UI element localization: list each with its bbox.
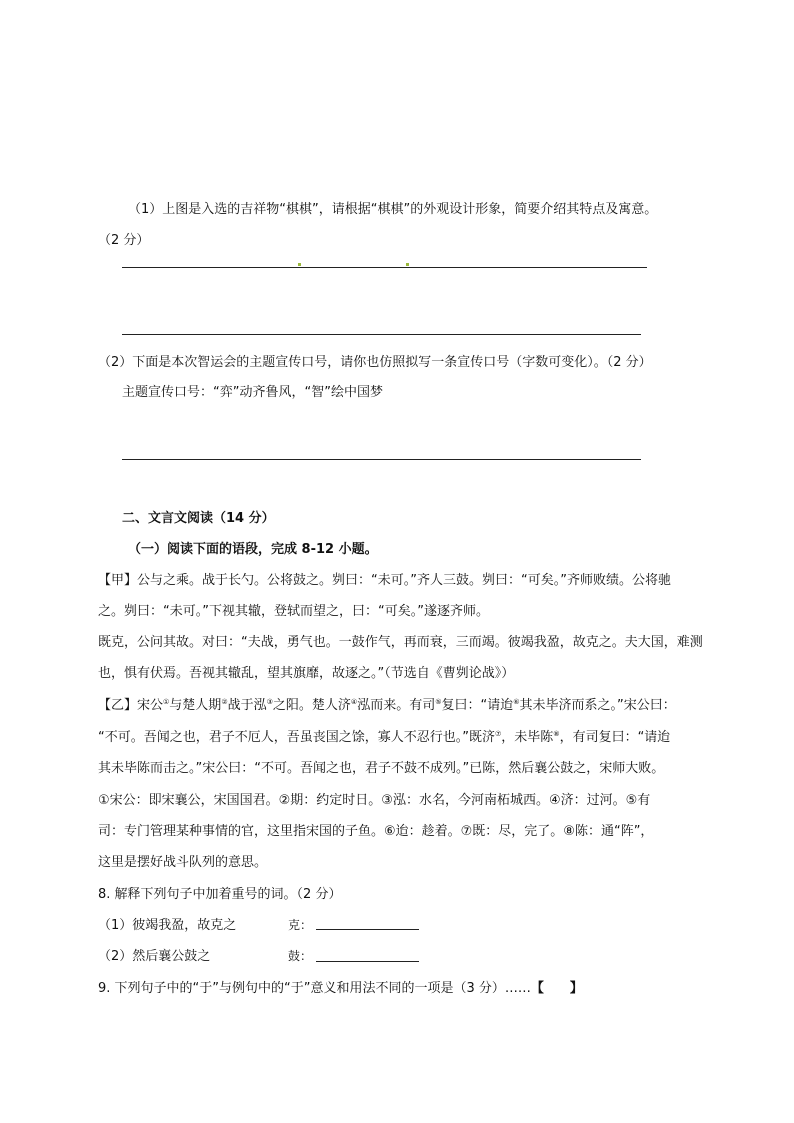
- q7-sub2: （2）下面是本次智运会的主题宣传口号，请你也仿照拟写一条宣传口号（字数可变化）。（2 分）: [98, 355, 652, 370]
- q8-item-1: （1）彼竭我盈，故克之: [98, 918, 237, 933]
- passage-jia-line: 之。刿曰：“未可。”下视其辙，登轼而望之，曰：“可矣。”遂逐齐师。: [98, 604, 489, 619]
- slogan-example: 主题宣传口号：“弈”动齐鲁风，“智”绘中国梦: [122, 385, 383, 400]
- decor-dot: [298, 263, 301, 266]
- passage-jia-line: 既克，公问其故。对曰：“夫战，勇气也。一鼓作气，再而衰，三而竭。彼竭我盈，故克之。夫大国，难测: [98, 635, 703, 650]
- answer-bracket[interactable]: 【 】: [530, 981, 583, 996]
- q8-answer-blank-2[interactable]: [316, 961, 419, 962]
- section-title: 二、文言文阅读（14 分）: [122, 511, 275, 526]
- passage-jia-line: 【甲】公与之乘。战于长勺。公将鼓之。刿曰：“未可。”齐人三鼓。刿曰：“可矣。”齐师败绩。公将驰: [98, 573, 671, 588]
- section-subtitle: （一）阅读下面的语段，完成 8-12 小题。: [128, 542, 378, 557]
- decor-dot: [406, 263, 409, 266]
- q8-title: 8. 解释下列句子中加着重号的词。（2 分）: [98, 887, 342, 902]
- passage-jia-line: 也，惧有伏焉。吾视其辙乱，望其旗靡，故逐之。”（节选自《曹刿论战》）: [98, 666, 515, 681]
- passage-yi-line: “不可。吾闻之也，君子不厄人，吾虽丧国之馀，寡人不忍行也。”既济⑦，未毕陈⑧，有司复曰：“请迨: [98, 730, 671, 745]
- q8-item-2-key: 鼓：: [288, 949, 313, 963]
- footnote-line: ①宋公：即宋襄公，宋国国君。②期：约定时日。③泓：水名，今河南柘城西。④济：过河。⑤有: [98, 793, 651, 808]
- passage-yi-line: 其未毕陈而击之。”宋公曰：“不可。吾闻之也，君子不鼓不成列。”已陈，然后襄公鼓之，宋师大败。: [98, 761, 665, 776]
- answer-line-1[interactable]: [122, 267, 647, 268]
- q8-item-2: （2）然后襄公鼓之: [98, 949, 211, 964]
- answer-line-3[interactable]: [122, 459, 641, 460]
- q7-sub1-line2: （2 分）: [98, 233, 150, 248]
- q7-sub1-line1: （1）上图是入选的吉祥物“棋棋”，请根据“棋棋”的外观设计形象，简要介绍其特点及寓意。: [128, 202, 658, 217]
- footnote-line: 这里是摆好战斗队列的意思。: [98, 855, 268, 870]
- q9-text: 9. 下列句子中的“于”与例句中的“于”意义和用法不同的一项是（3 分）……【 】: [98, 981, 583, 996]
- answer-line-2[interactable]: [122, 334, 641, 335]
- q8-item-1-key: 克：: [288, 918, 313, 932]
- passage-yi-line: 【乙】宋公①与楚人期②战于泓③之阳。楚人济④泓而来。有司⑤复曰：“请迨⑥其未毕济而系之。”宋公曰：: [98, 698, 676, 713]
- q8-answer-blank-1[interactable]: [316, 929, 419, 930]
- footnote-line: 司：专门管理某种事情的官，这里指宋国的子鱼。⑥迨：趁着。⑦既：尽，完了。⑧陈：通“阵”，: [98, 824, 654, 839]
